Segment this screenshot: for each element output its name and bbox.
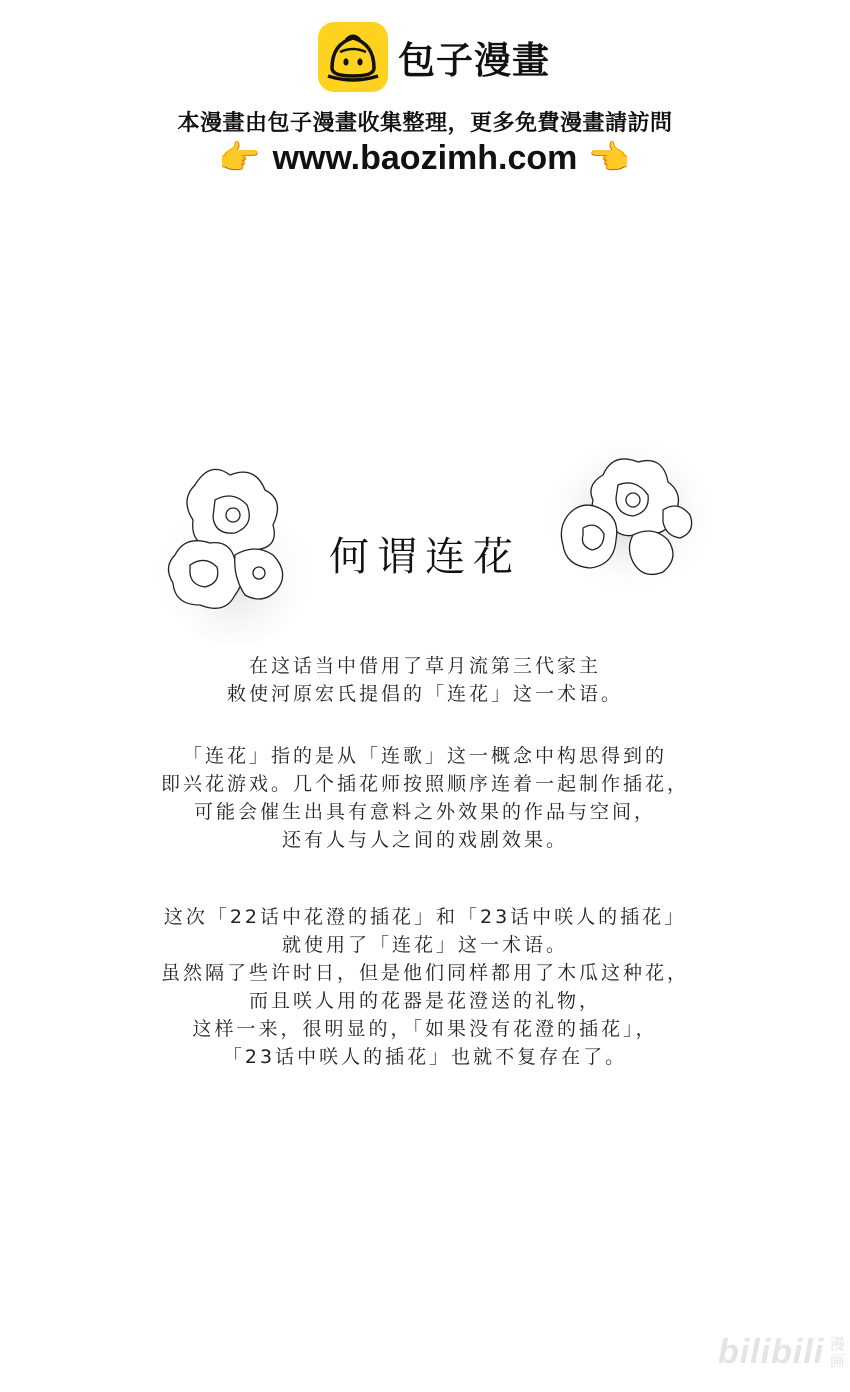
pointing-hand-left-icon: 👉 — [589, 138, 632, 178]
text-line: 在这话当中借用了草月流第三代家主 — [248, 655, 601, 677]
brand-header — [318, 22, 550, 92]
bilibili-watermark — [718, 1333, 846, 1372]
text-line: 即兴花游戏。几个插花师按照顺序连着一起制作插花， — [160, 773, 689, 795]
baozi-logo-icon — [318, 22, 388, 92]
watermark-sub: 漫画 — [829, 1334, 845, 1370]
brand-name: 包子漫畫 — [398, 39, 550, 82]
text-line: 而且咲人用的花器是花澄送的礼物， — [248, 990, 601, 1012]
text-line: 敕使河原宏氏提倡的「连花」这一术语。 — [226, 683, 623, 705]
paragraph-definition — [0, 742, 850, 854]
paragraph-explanation — [0, 903, 850, 1071]
bilibili-logo: bilibili — [718, 1333, 825, 1371]
text-line: 虽然隔了些许时日，但是他们同样都用了木瓜这种花， — [160, 962, 689, 984]
text-line: 就使用了「连花」这一术语。 — [281, 934, 568, 956]
text-line: 这样一来，很明显的，「如果没有花澄的插花」， — [192, 1018, 658, 1040]
site-url-link[interactable]: www.baozimh.com — [272, 138, 578, 177]
site-url-row[interactable] — [0, 138, 850, 178]
text-line: 还有人与人之间的戏剧效果。 — [281, 829, 568, 851]
site-notice: 本漫畫由包子漫畫收集整理，更多免費漫畫請訪問 — [177, 111, 673, 136]
page-title: 何谓连花 — [329, 534, 521, 580]
text-line: 「23话中咲人的插花」也就不复存在了。 — [222, 1046, 628, 1068]
text-line: 这次「22话中花澄的插花」和「23话中咲人的插花」 — [163, 906, 687, 928]
pointing-hand-right-icon: 👉 — [218, 138, 261, 178]
text-line: 「连花」指的是从「连歌」这一概念中构思得到的 — [182, 745, 667, 767]
paragraph-intro — [0, 652, 850, 708]
text-line: 可能会催生出具有意料之外效果的作品与空间， — [193, 801, 656, 823]
